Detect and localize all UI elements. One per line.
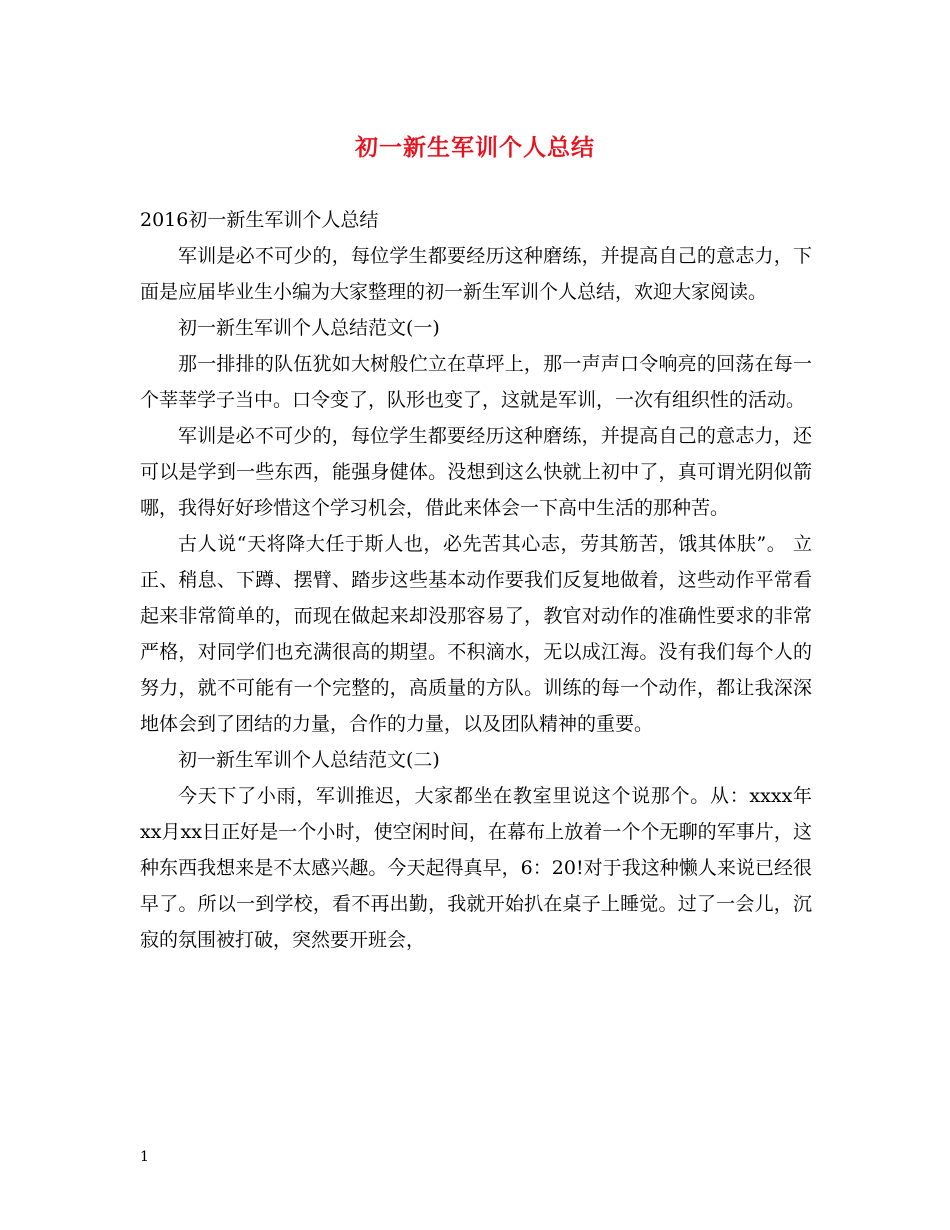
intro-paragraph: 军训是必不可少的，每位学生都要经历这种磨练，并提高自己的意志力，下面是应届毕业生小编为大家整理的初一新生军训个人总结，欢迎大家阅读。 — [140, 245, 812, 303]
document-body — [140, 202, 812, 958]
document-title: 初一新生军训个人总结 — [355, 134, 595, 161]
section-heading-1: 初一新生军训个人总结范文(一) — [178, 317, 440, 339]
page-number: 1 — [140, 1149, 149, 1165]
body-paragraph: 古人说“天将降大任于斯人也，必先苦其心志，劳其筋苦，饿其体肤”。 立正、稍息、下蹲、摆臂、踏步这些基本动作要我们反复地做着，这些动作平常看起来非常简单的，而现在做起来却没那容易了，教官对动作的准确性要求的非常严格，对同学们也充满很高的期望。不积滴水，无以成江海。没有我们每个人的努力，就不可能有一个完整的，高质量的方队。训练的每一个动作，都让我深深地体会到了团结的力量，合作的力量，以及团队精神的重要。 — [140, 533, 812, 735]
body-paragraph: 那一排排的队伍犹如大树般伫立在草坪上，那一声声口令响亮的回荡在每一个莘莘学子当中。口令变了，队形也变了，这就是军训，一次有组织性的活动。 — [140, 353, 812, 411]
section-heading-2: 初一新生军训个人总结范文(二) — [178, 749, 440, 771]
body-paragraph: 军训是必不可少的，每位学生都要经历这种磨练，并提高自己的意志力，还可以是学到一些东西，能强身健体。没想到这么快就上初中了，真可谓光阴似箭哪，我得好好珍惜这个学习机会，借此来体会一下高中生活的那种苦。 — [140, 425, 812, 519]
subtitle-paragraph: 2016初一新生军训个人总结 — [140, 209, 379, 231]
body-paragraph: 今天下了小雨，军训推迟，大家都坐在教室里说这个说那个。从：xxxx年xx月xx日正好是一个小时，使空闲时间，在幕布上放着一个个无聊的军事片，这种东西我想来是不太感兴趣。今天起得真早，6：20!对于我这种懒人来说已经很早了。所以一到学校，看不再出勤，我就开始扒在桌子上睡觉。过了一会儿，沉寂的氛围被打破，突然要开班会， — [140, 785, 812, 951]
